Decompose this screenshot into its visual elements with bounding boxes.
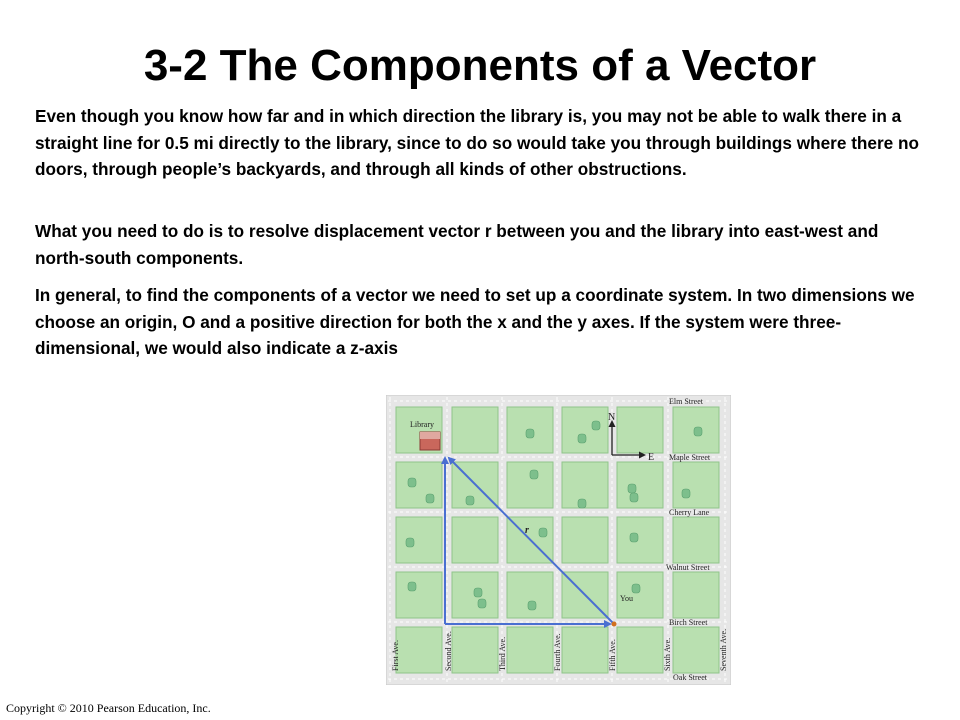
city-block (396, 462, 442, 508)
avenue-label-sixth: Sixth Ave. (663, 637, 672, 671)
library-building (420, 432, 440, 450)
vector-r-label: r (525, 525, 529, 536)
paragraph-resolve-vector: What you need to do is to resolve displacement vector r between you and the library into east-west and north-south components. (35, 221, 879, 268)
street-label-cherry: Cherry Lane (669, 508, 710, 517)
compass-north-label: N (608, 412, 616, 423)
city-block (562, 627, 608, 673)
city-block (507, 462, 553, 508)
tree-icon (630, 493, 638, 502)
library-label: Library (410, 420, 434, 429)
tree-icon (530, 470, 538, 479)
you-position-marker (612, 622, 617, 627)
tree-icon (694, 427, 702, 436)
city-block (617, 627, 663, 673)
street-label-elm: Elm Street (669, 397, 703, 406)
city-block (673, 517, 719, 563)
copyright-notice: Copyright © 2010 Pearson Education, Inc. (6, 701, 211, 715)
street-label-walnut: Walnut Street (666, 563, 710, 572)
tree-icon (474, 588, 482, 597)
tree-icon (526, 429, 534, 438)
avenue-label-second: Second Ave. (444, 631, 453, 671)
city-map-figure (386, 395, 731, 685)
tree-icon (578, 434, 586, 443)
you-label: You (620, 594, 633, 603)
city-block (396, 517, 442, 563)
city-block (396, 627, 442, 673)
paragraph-library-walk: Even though you know how far and in which direction the library is, you may not be able to walk there in a straight line for 0.5 mi directly to the library, since to do so would take you through buildings where there no doors, through people’s backyards, and through all kinds of other obstructions. (35, 106, 919, 179)
paragraph-coordinate-system: In general, to find the components of a vector we need to set up a coordinate system. In two dimensions we choose an origin, O and a positive direction for both the x and the y axes. If the system were three-dimensional, we would also indicate a z-axis (35, 285, 915, 358)
compass-east-label: E (648, 452, 655, 463)
city-block (617, 517, 663, 563)
avenue-label-third: Third Ave. (498, 636, 507, 671)
avenue-label-seventh: Seventh Ave. (719, 628, 728, 671)
city-block (507, 572, 553, 618)
street-label-birch: Birch Street (669, 618, 708, 627)
tree-icon (528, 601, 536, 610)
avenue-label-fifth: Fifth Ave. (608, 639, 617, 671)
tree-icon (478, 599, 486, 608)
slide-title: 3-2 The Components of a Vector (143, 41, 817, 90)
tree-icon (408, 478, 416, 487)
city-map-svg (386, 395, 731, 685)
city-block (452, 517, 498, 563)
tree-icon (578, 499, 586, 508)
city-block (452, 407, 498, 453)
tree-icon (592, 421, 600, 430)
street-label-oak: Oak Street (673, 673, 707, 682)
city-block (617, 462, 663, 508)
city-block (673, 572, 719, 618)
avenue-label-first: First Ave. (391, 640, 400, 671)
city-block (452, 627, 498, 673)
tree-icon (630, 533, 638, 542)
city-block (562, 407, 608, 453)
street-label-maple: Maple Street (669, 453, 711, 462)
avenue-label-fourth: Fourth Ave. (553, 633, 562, 671)
city-block (507, 627, 553, 673)
tree-icon (426, 494, 434, 503)
tree-icon (408, 582, 416, 591)
city-block (673, 627, 719, 673)
city-block (673, 462, 719, 508)
tree-icon (539, 528, 547, 537)
tree-icon (632, 584, 640, 593)
tree-icon (682, 489, 690, 498)
city-block (396, 572, 442, 618)
city-block (562, 517, 608, 563)
tree-icon (466, 496, 474, 505)
city-block (617, 407, 663, 453)
tree-icon (628, 484, 636, 493)
tree-icon (406, 538, 414, 547)
